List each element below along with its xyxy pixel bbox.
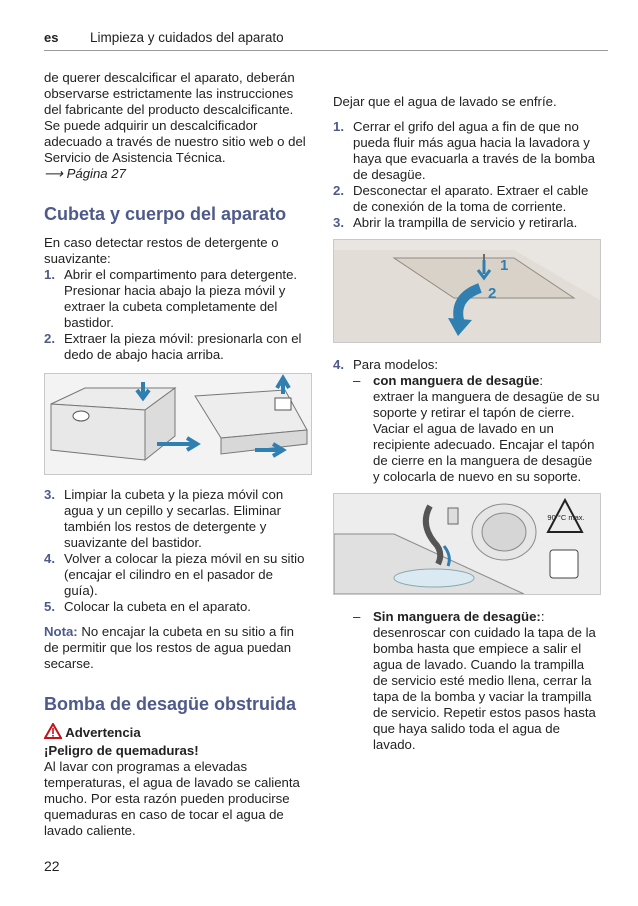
section-title-bomba: Bomba de desagüe obstruida: [44, 694, 297, 714]
steps-list-a: [44, 267, 310, 363]
header-lang: es: [44, 30, 59, 45]
figure-label-2: 2: [488, 285, 497, 302]
list-item: 3. Limpiar la cubeta y la pieza móvil con agua y un cepillo y secarlas. Eliminar también los restos de detergente y suavizante del bastidor.: [44, 487, 284, 550]
list-item: 2. Extraer la pieza móvil: presionarla con el dedo de abajo hacia arriba.: [44, 331, 302, 362]
service-flap-figure: [333, 239, 601, 343]
step-4: [333, 357, 601, 373]
warning-label: Advertencia: [65, 725, 141, 740]
warning-icon: [44, 723, 62, 743]
dispenser-drawer-figure: [44, 373, 312, 475]
list-item: 4. Para modelos:: [333, 357, 439, 372]
intro-text: de querer descalcificar el aparato, deberán observarse estrictamente las instrucciones del fabricante del producto descalcificante. Se puede adquirir un descalcificador adecuado a través de nuestro sitio web o del Servicio de Asistencia Técnica.: [44, 70, 306, 165]
steps-list-c: [333, 119, 601, 231]
list-item: 1. Cerrar el grifo del agua a fin de que no pueda fluir más agua hacia la lavadora y haya que evacuarla a través de la bomba de desagüe.: [333, 119, 595, 182]
header-rule: [44, 50, 608, 51]
header-title: Limpieza y cuidados del aparato: [90, 30, 284, 45]
list-item: 4. Volver a colocar la pieza móvil en su sitio (encajar el cilindro en el pasador de guía).: [44, 551, 305, 598]
note-label: Nota:: [44, 624, 78, 639]
option-text: desenroscar con cuidado la tapa de la bomba hasta que empiece a salir el agua de lavado. Cuando la trampilla de servicio esté medio llena, cerrar la tapa de la bomba y vaciar la trampilla de servicio. Repetir estos pasos hasta que haya salido toda el agua de lavado.: [373, 625, 596, 752]
drain-hose-figure: [333, 493, 601, 595]
warning-heading: [44, 723, 310, 743]
list-item: 2. Desconectar el aparato. Extraer el cable de conexión de la toma de corriente.: [333, 183, 589, 214]
list-item: 1. Abrir el compartimento para detergente. Presionar hacia abajo la pieza móvil y extraer la cubeta completamente del bastidor.: [44, 267, 298, 330]
cool-down-text: Dejar que el agua de lavado se enfríe.: [333, 94, 557, 109]
danger-text: Al lavar con programas a elevadas temperaturas, el agua de lavado se calienta mucho. Por esta razón pueden producirse quemaduras en caso de tocar el agua de lavado caliente.: [44, 759, 300, 838]
option-without-hose: – Sin manguera de desagüe:: desenroscar con cuidado la tapa de la bomba hasta que empiece a salir el agua de lavado. Cuando la trampilla de servicio esté medio llena, cerrar la tapa de la bomba y vaciar la trampilla de servicio. Repetir estos pasos hasta que haya salido toda el agua de lavado.: [353, 609, 596, 752]
option-label: Sin manguera de desagüe:: [373, 609, 541, 624]
right-column: [333, 94, 601, 753]
page-number: 22: [44, 858, 60, 874]
left-column: [44, 70, 310, 839]
option-label: con manguera de desagüe: [373, 373, 540, 388]
list-item: 3. Abrir la trampilla de servicio y retirarla.: [333, 215, 578, 230]
section-title-cubeta: Cubeta y cuerpo del aparato: [44, 204, 287, 224]
danger-title: ¡Peligro de quemaduras!: [44, 743, 199, 758]
option-with-hose: – con manguera de desagüe: extraer la manguera de desagüe de su soporte y retirar el tapón de cierre. Vaciar el agua de lavado en un recipiente adecuado. Encajar el tapón de cierre en la manguera de desagüe y colocarla de nuevo en su soporte.: [353, 373, 600, 484]
option-text: extraer la manguera de desagüe de su soporte y retirar el tapón de cierre. Vaciar el agua de lavado en un recipiente adecuado. Encajar el tapón de cierre en la manguera de desagüe y colocarla de nuevo en su soporte.: [373, 389, 600, 484]
section-lead: En caso detectar restos de detergente o suavizante:: [44, 235, 279, 266]
intro-page-link[interactable]: ⟶ Página 27: [44, 166, 126, 181]
temperature-label: 90 °C max.: [547, 513, 585, 522]
steps-list-b: [44, 487, 310, 615]
note: [44, 624, 310, 672]
list-item: 5. Colocar la cubeta en el aparato.: [44, 599, 251, 614]
figure-label-1: 1: [500, 257, 509, 274]
note-text: No encajar la cubeta en su sitio a fin de permitir que los restos de agua puedan secarse.: [44, 624, 294, 671]
